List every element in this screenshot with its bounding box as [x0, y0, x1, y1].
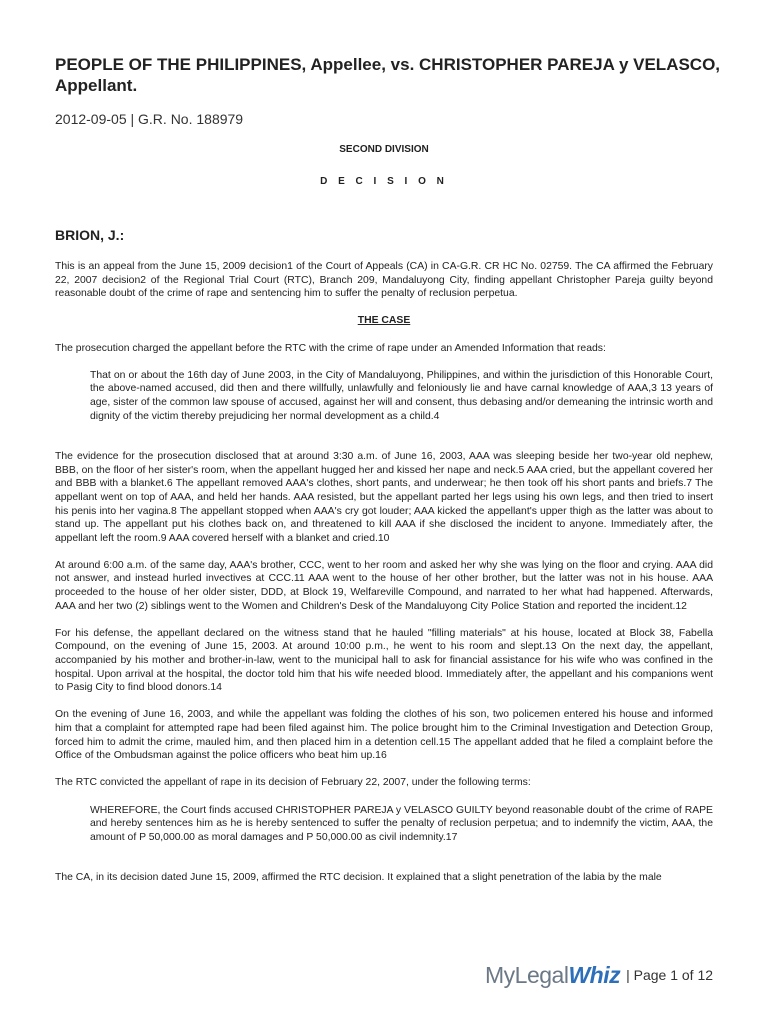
ponente: BRION, J.:: [55, 227, 125, 243]
paragraph: The prosecution charged the appellant before the RTC with the crime of rape under an Amended Information that reads:: [55, 342, 606, 354]
block-quote: WHEREFORE, the Court finds accused CHRISTOPHER PAREJA y VELASCO GUILTY beyond reasonable doubt of the crime of RAPE and hereby sentences him as he is hereby sentenced to suffer the penalty of reclusion perpetua; and to indemnify the victim, AAA, the amount of P 50,000.00 as moral damages and P 50,000.00 as civil indemnity.17: [90, 804, 713, 843]
paragraph: This is an appeal from the June 15, 2009 decision1 of the Court of Appeals (CA) in CA-G.R. CR HC No. 02759. The CA affirmed the February 22, 2007 decision2 of the Regional Trial Court (RTC), Branch 209, Mandaluyong City, finding appellant Christopher Pareja guilty beyond reasonable doubt of the crime of rape and sentencing him to suffer the penalty of reclusion perpetua.: [55, 261, 713, 300]
paragraph: The evidence for the prosecution disclosed that at around 3:30 a.m. of June 16, 2003, AAA was sleeping beside her two-year old nephew, BBB, on the floor of her sister's room, when the appellant hugged her and kissed her nape and neck.5 AAA cried, but the appellant covered her and BBB with a blanket.6 The appellant removed AAA's clothes, short pants, and underwear; he then took off his short pants and briefs.7 The appellant went on top of AAA, and held her hands. AAA resisted, but the appellant parted her legs using his own legs, and then tried to insert his penis into her vagina.8 The appellant stopped when AAA's cry got louder; AAA kicked the appellant's upper thigh as the latter was about to stand up. The appellant put his clothes back on, and threatened to kill AAA if she disclosed the incident to anyone. Immediately after, the appellant left the room.9 AAA covered herself with a blanket and cried.10: [55, 451, 713, 544]
page-footer: [485, 960, 713, 990]
block-quote: That on or about the 16th day of June 2003, in the City of Mandaluyong, Philippines, and within the jurisdiction of this Honorable Court, the above-named accused, did then and there willfully, unlawfully and feloniously lie and have carnal knowledge of AAA,3 13 years of age, sister of the common law spouse of accused, against her will and consent, thus debasing and/or demeaning the intrinsic worth and dignity of the victim thereby prejudicing her normal development as a child.4: [90, 369, 713, 422]
case-meta: 2012-09-05 | G.R. No. 188979: [55, 111, 244, 127]
decision-label: D E C I S I O N: [320, 176, 448, 187]
section-heading: THE CASE: [357, 315, 411, 327]
page-number: | Page 1 of 12: [626, 967, 714, 983]
paragraph: For his defense, the appellant declared on the witness stand that he hauled "filling materials" at his house, located at Block 38, Fabella Compound, on the evening of June 15, 2003. At around 10:00 p.m., he went to his room and slept.13 On the next day, the appellant, accompanied by his mother and brother-in-law, went to the municipal hall to ask for financial assistance for his wife who was confined in the hospital. Upon arrival at the hospital, the doctor told him that his wife needed blood. Immediately after, the appellant and his companions went to Pasig City to find blood donors.14: [55, 627, 713, 694]
paragraph: The CA, in its decision dated June 15, 2009, affirmed the RTC decision. It explained that a slight penetration of the labia by the male: [55, 872, 662, 884]
logo-text-part1: MyLegal: [485, 961, 569, 988]
decision-body: [55, 260, 713, 899]
mylegalwhiz-logo[interactable]: [485, 962, 620, 989]
paragraph: The RTC convicted the appellant of rape in its decision of February 22, 2007, under the following terms:: [55, 777, 531, 789]
logo-text-part2: Whiz: [568, 961, 621, 988]
paragraph: On the evening of June 16, 2003, and while the appellant was folding the clothes of his son, two policemen entered his house and informed him that a complaint for attempted rape had been filed against him. The police brought him to the Criminal Investigation and Detection Group, forced him to admit the crime, mauled him, and then placed him in a detention cell.15 The appellant added that he filed a complaint before the Office of the Ombudsman against the police officers who beat him up.16: [55, 709, 713, 762]
paragraph: At around 6:00 a.m. of the same day, AAA's brother, CCC, went to her room and asked her why she was lying on the floor and crying. AAA did not answer, and instead hurled invectives at CCC.11 AAA went to the house of her other brother, but the latter was not in his house. AAA proceeded to the house of her older sister, DDD, at Block 19, Welfareville Compound, and narrated to her what had happened. Afterwards, AAA and her two (2) siblings went to the Women and Children's Desk of the Mandaluyong City Police Station and reported the incident.12: [55, 559, 713, 612]
case-title: PEOPLE OF THE PHILIPPINES, Appellee, vs. CHRISTOPHER PAREJA y VELASCO, Appellant.: [55, 55, 721, 95]
division-label: SECOND DIVISION: [339, 144, 429, 155]
